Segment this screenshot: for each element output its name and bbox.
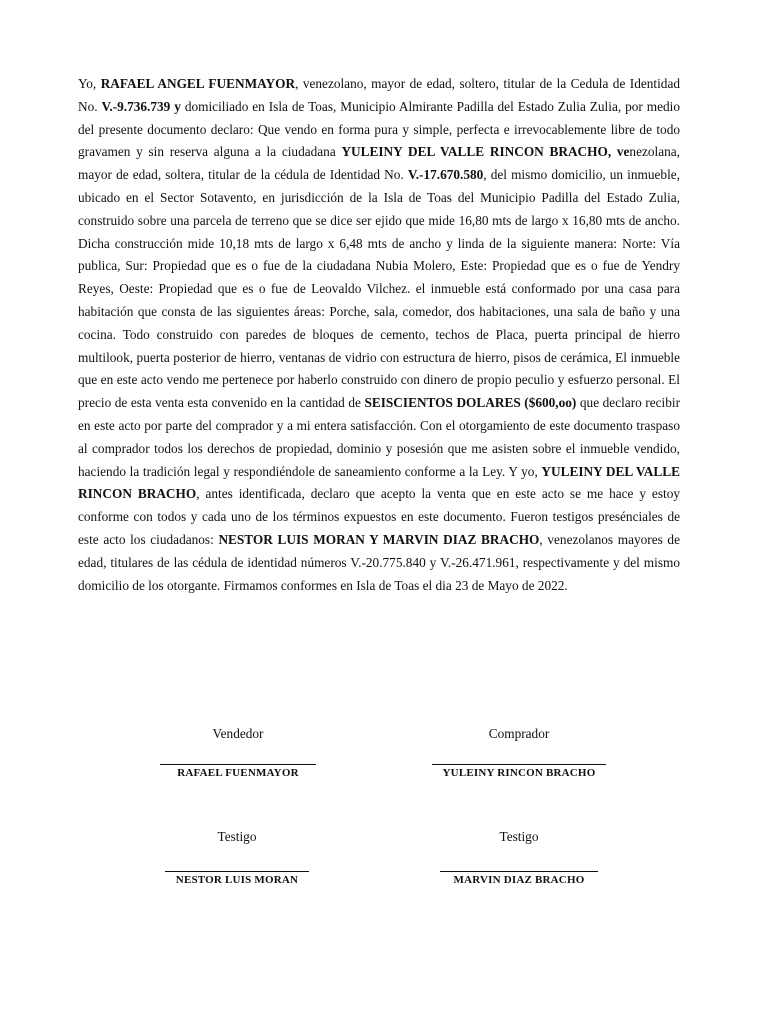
text-run: , antes identificada, declaro que acepto la venta que en este acto se me hace y estoy conforme con todos y cada uno de los términos expuestos en este documento. Fueron testigos presénciales de este acto los ciudadanos: [78,486,680,547]
text-run: , del mismo domicilio, un inmueble, ubicado en el Sector Sotavento, en jurisdicción de la Isla de Toas del Municipio Padilla del Estado Zulia, construido sobre una parcela de terreno que se dice ser ejido que mide 16,80 mts de largo x 16,80 mts de ancho. Dicha construcción mide 10,18 mts de largo x 6,48 mts de ancho y linda de la siguiente manera: Norte: Vía publica, Sur: Propiedad que es o fue de la ciudadana Nubia Molero, Este: Propiedad que es o fue de Yendry Reyes, Oeste: Propiedad que es o fue de Leovaldo Vilchez. el inmueble está conformado por una casa para habitación que consta de las siguientes áreas: Porche, sala, comedor, dos habitaciones, una sala de baño y una cocina. Todo construido con paredes de bloques de cemento, techos de Placa, puerta principal de hierro multilook, puerta posterior de hierro, ventanas de vidrio con estructura de hierro, pisos de cerámica, El inmueble que en este acto vendo me pertenece por haberlo construido con dinero de propio peculio y esfuerzo personal. El precio de esta venta esta convenido en la cantidad de [78,167,680,411]
buyer-signature-line [432,764,606,765]
seller-signature-line [160,764,316,765]
witness1-signature-block [165,829,309,886]
text-run: que declaro recibir en este acto por parte del comprador y a mi entera satisfacción. Con el otorgamiento de este documento traspaso al comprador todos los derechos de propiedad, dominio y posesión que me asisten sobre el inmueble vendido, haciendo la tradición legal y respondiéndole de saneamiento conforme a la Ley. Y yo, [78,395,681,479]
buyer-role-label: Comprador [488,726,550,741]
seller-signature-block [160,726,316,779]
witness2-signature-line [440,871,598,872]
bold-text-run: YULEINY DEL VALLE RINCON BRACHO, ve [341,144,630,160]
bold-text-run: SEISCIENTOS DOLARES ($600,oo) [364,395,577,411]
bold-text-run: V.-17.670.580 [407,167,484,183]
text-run: domiciliado en Isla de Toas, Municipio Almirante Padilla del Estado Zulia Zulia, por medio del presente documento declaro: Que vendo en forma pura y simple, perfecta e irrevocablemente libre de todo gravamen y sin reserva alguna a la ciudadana [78,98,680,160]
bold-text-run: NESTOR LUIS MORAN Y MARVIN DIAZ BRACHO [218,531,540,547]
witness1-signature-line [165,871,309,872]
seller-role-label: Vendedor [212,726,264,741]
contract-paragraph [78,73,680,597]
seller-name: RAFAEL FUENMAYOR [177,767,299,779]
bold-text-run: RAFAEL ANGEL FUENMAYOR [100,76,296,91]
bold-text-run: V.-9.736.739 y [101,98,181,114]
buyer-signature-block [432,726,606,779]
text-run: Yo, [78,76,101,91]
witness2-signature-block [440,829,598,886]
text-run: , venezolanos mayores de edad, titulares de las cédula de identidad números V.-20.775.840 y V.-26.471.961, respectivamente y del mismo domicilio de los otorgante. Firmamos conformes en Isla de Toas el dia 23 de Mayo de 2022. [78,531,680,593]
bold-text-run: YULEINY DEL VALLE RINCON BRACHO [78,463,681,502]
witness1-role-label: Testigo [217,829,257,844]
witness1-name: NESTOR LUIS MORAN [175,874,299,886]
text-run: nezolana, mayor de edad, soltera, titular de la cédula de Identidad No. [78,144,680,183]
witness2-role-label: Testigo [499,829,539,844]
witness2-name: MARVIN DIAZ BRACHO [453,874,585,886]
buyer-name: YULEINY RINCON BRACHO [442,767,596,779]
text-run: , venezolano, mayor de edad, soltero, titular de la Cedula de Identidad No. [78,76,681,114]
